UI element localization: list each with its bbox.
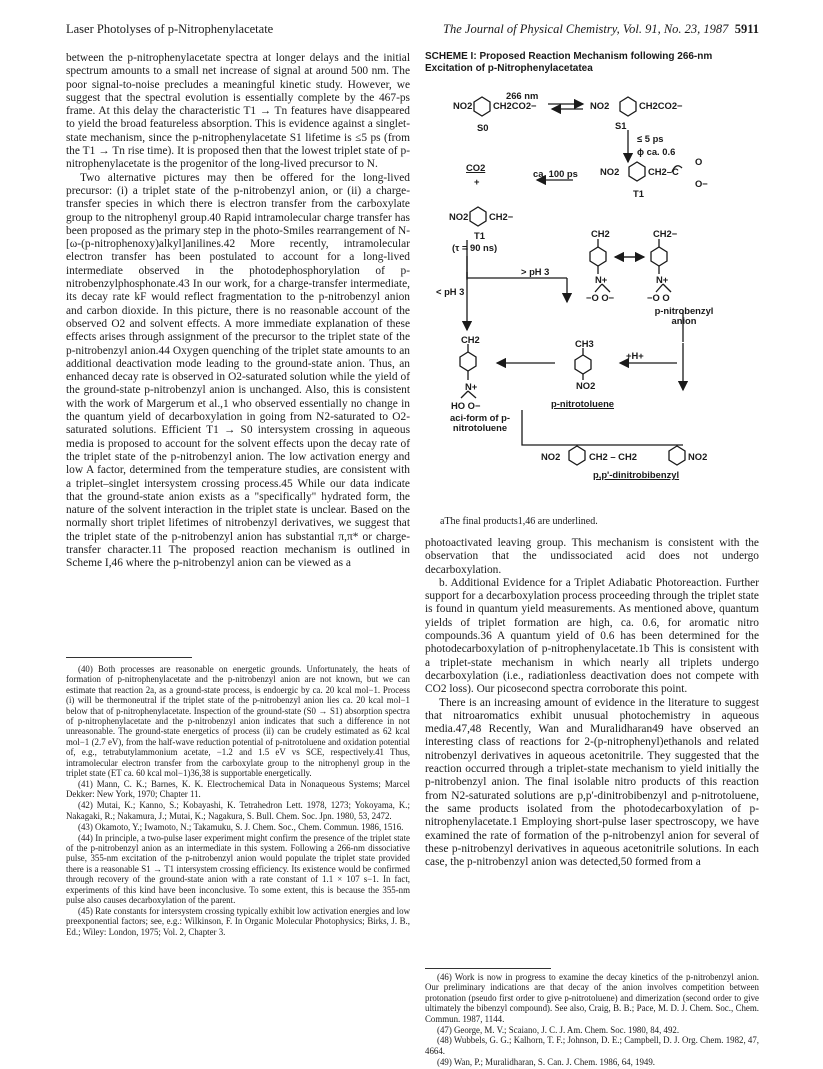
- label-no2-t1-left: NO2: [449, 211, 469, 222]
- footnote-45: (45) Rate constants for intersystem crossing typically exhibit low activation energies and low preexponential factors; see, e.g.: Wilkinson, F. In Organic Molecular Photophysics; Birks, J. B., Ed.; Wiley: London, 1975; Vol. 2, Chapter 3.: [66, 905, 410, 937]
- label-nplus-1: N+: [595, 274, 608, 285]
- label-co2: CO2: [466, 162, 486, 173]
- page-number: 5911: [734, 22, 759, 36]
- benzene-ring-t1-right: [629, 162, 645, 181]
- footnote-rule-right: [425, 968, 551, 969]
- footnote-42: (42) Mutai, K.; Kanno, S.; Kobayashi, K. Tetrahedron Lett. 1978, 1273; Yokoyama, K.; Nakagaki, R.; Nakamura, J.; Mutai, K.; Nagakura, S. Bull. Chem. Soc. Jpn. 1980, 53, 2472.: [66, 800, 410, 821]
- right-paragraph-3: There is an increasing amount of evidence in the literature to suggest that nitroaromatics exhibit unusual photochemistry in aqueous media.47,48 Recently, Wan and Muralidharan49 have observed an interesting class of reactions for 2-(p-nitrophenyl)ethanols and related nitrobenzyl derivatives in aqueous acetonitrile. They suggested that the reaction occurred through a triplet-state mechanism to yield initially the p-nitrobenzyl anion. The final isolable nitro products of this reaction from N2-saturated solutions are p,p'-dinitrobibenzyl and p-nitrotoluene, the same products isolated from the photodecarboxylation of p-nitrophenylacetate.1 Employing short-pulse laser spectroscopy, we have examined the rate of formation of the p-nitrobenzyl anion for several of these p-nitrobenzyl derivatives in aqueous acetonitrile solutions. In each case, the p-nitrobenzyl anion was detected,50 formed from a: [425, 696, 759, 869]
- left-paragraph-1: between the p-nitrophenylacetate spectra at longer delays and the initial spectrum amounts to a small net increase of signal at around 500 nm. The poor signal-to-noise precludes a meaningful kinetic study. However, we suggest that the spectral evolution is essentially complete by the 467-ps frame. At this delay the characteristic T1 → Tn features have disappeared to yield the broad featureless absorption. This is evidence against a singlet-state mechanism, since the p-nitrophenylacetate S1 lifetime is ≤5 ps (from the T1 → Tn rise time). It is proposed then that the lowest triplet state of p-nitrophenylacetate is the progenitor of the long-lived precursor to N.: [66, 52, 410, 171]
- label-s0: S0: [477, 122, 489, 133]
- label-o-bottom: O−: [695, 178, 708, 189]
- right-column: [425, 537, 759, 869]
- label-dinitrobibenzyl: p,p'-dinitrobibenzyl: [593, 469, 680, 480]
- footnote-48: (48) Wubbels, G. G.; Kalhorn, T. F.; Johnson, D. E.; Campbell, D. J. Org. Chem. 1982, 47, 4664.: [425, 1035, 759, 1056]
- label-t1-left: T1: [474, 230, 485, 241]
- right-paragraph-1: photoactivated leaving group. This mechanism is consistent with the observation that the undissociated acid does not undergo decarboxylation.: [425, 537, 759, 576]
- benzene-ring-s0: [474, 97, 490, 116]
- left-footnotes: [66, 664, 410, 938]
- label-ch2co2-s0: CH2CO2−: [493, 100, 537, 111]
- scheme-title: SCHEME I: Proposed Reaction Mechanism following 266-nm Excitation of p-Nitrophenylacetatea: [425, 51, 713, 74]
- label-no2-s1: NO2: [590, 100, 610, 111]
- label-no2-toluene: NO2: [576, 380, 596, 391]
- right-paragraph-2: b. Additional Evidence for a Triplet Adiabatic Photoreaction. Further support for a decarboxylation process proceeding through the triplet state is found in quantum yield measurements. As mentioned above, quantum yields of triplet formation are high, ca. 0.6, for aromatic nitro compounds.36 A quantum yield of 0.6 has been determined for the photodecarboxylation of p-nitrophenylacetate.1b This is consistent with a triplet-state mechanism in which nearly all triplets undergo decarboxylation (i.e., radiationless deactivation does not compete with CO2 loss). Our picosecond spectra corroborate this point.: [425, 576, 759, 696]
- dimer-ring-right: [669, 446, 685, 465]
- label-dimer-no2-left: NO2: [541, 451, 561, 462]
- reaction-scheme: [425, 80, 759, 500]
- label-le5ps: ≤ 5 ps: [637, 133, 664, 144]
- label-o-o-1: −O O−: [586, 292, 615, 303]
- label-ch3: CH3: [575, 338, 594, 349]
- label-nplus-aci: N+: [465, 381, 478, 392]
- label-t1-right: T1: [633, 188, 644, 199]
- footnote-43: (43) Okamoto, Y.; Iwamoto, N.; Takamuku, S. J. Chem. Soc., Chem. Commun. 1986, 1516.: [78, 821, 404, 832]
- footnote-46: (46) Work is now in progress to examine the decay kinetics of the p-nitrobenzyl anion. Our preliminary indications are that decay of the anion involves competition between protonation (pseudo first order to give p-nitrotoluene) and dimerization (second order to give ultimately the bibenzyl compound). See also, Craig, B. B.; Pace, M. D. J. Chem. Soc., Chem. Commun. 1987, 1144.: [425, 972, 759, 1024]
- right-footnotes: [425, 972, 759, 1068]
- label-gt-ph3: > pH 3: [521, 266, 550, 277]
- dimer-ring-left: [569, 446, 585, 465]
- benzene-ring-t1-left: [470, 207, 486, 226]
- anion-ring-1: [590, 247, 606, 266]
- label-ch2minus: CH2−: [489, 211, 514, 222]
- label-p-nitrotoluene: p-nitrotoluene: [551, 398, 615, 409]
- anion-ring-2: [651, 247, 667, 266]
- journal-citation: The Journal of Physical Chemistry, Vol. 91, No. 23, 1987: [443, 22, 729, 36]
- footnote-49: (49) Wan, P.; Muralidharan, S. Can. J. Chem. 1986, 64, 1949.: [437, 1056, 656, 1067]
- label-tau: (τ = 90 ns): [452, 242, 498, 253]
- footnote-47: (47) George, M. V.; Scaiano, J. C. J. Am. Chem. Soc. 1980, 84, 492.: [437, 1024, 680, 1035]
- label-no2-s0: NO2: [453, 100, 473, 111]
- label-o-top: O: [695, 156, 703, 167]
- scheme-drawing: [425, 80, 759, 500]
- footnote-rule-left: [66, 657, 192, 658]
- label-ca100ps: ca. 100 ps: [533, 168, 578, 179]
- label-ch2c: CH2–C: [648, 166, 679, 177]
- branch-line: [467, 272, 567, 278]
- footnote-41: (41) Mann, C. K.; Barnes, K. K. Electrochemical Data in Nonaqueous Systems; Marcel Dekker: New York, 1970; Chapter 11.: [66, 778, 410, 800]
- label-lt-ph3: < pH 3: [436, 286, 465, 297]
- label-pnb-anion: p-nitrobenzyl anion: [654, 305, 714, 326]
- label-dimer-ch2ch2: CH2 – CH2: [589, 451, 637, 462]
- footnote-44: (44) In principle, a two-pulse laser experiment might confirm the presence of the triplet state of the p-nitrobenzyl anion as an intermediate in this system. Following a 266-nm dissociative pulse, 355-nm excitation of the p-nitrobenzyl anion would populate the triplet state provided there is a reasonable S1 → T1 intersystem crossing efficiency. Its existence would be confirmed through recovery of the ground-state anion with a rate constant of 1.1 × 107 s−1. In fact, experiments of this kind have been inconclusive. To some extent, this is because the 355-nm pulse also causes decarboxylation of the parent.: [66, 832, 410, 905]
- footnote-40: (40) Both processes are reasonable on energetic grounds. Unfortunately, the heats of formation of p-nitrophenylacetate and the p-nitrobenzyl anion are not known, but we can estimate that reaction 2a, as a ground-state process, is endoergic by ca. 20 kcal mol−1. Process (i) will be thermoneutral if the triplet state of the p-nitrobenzyl anion lies ca. 20 kcal mol−1 below that of p-nitrophenylacetate. Inspection of the ground-state (S0 → S1) absorption spectra of p-nitrophenylacetate and the p-nitrobenzyl anion indicates that such a difference in not unreasonable. The ground-state energetics of process (ii) can be crudely estimated as 62 kcal mol−1 (2.7 eV), from the half-wave reduction potential of p-nitrotoluene and oxidation potential of, e.g., tetrabutylammonium acetate, −1.2 and 1.5 eV vs SCE, respectively.41 Thus, intramolecular electron transfer from the carboxylate group to the nitrophenyl group in the triplet state (ET ca. 60 kcal mol−1)36,38 is supportable energetically.: [66, 664, 410, 779]
- benzene-ring-s1: [620, 97, 636, 116]
- label-266nm: 266 nm: [506, 90, 539, 101]
- label-hplus: +H+: [626, 350, 644, 361]
- label-ch2m-anion: CH2−: [653, 228, 678, 239]
- label-ch2-aci: CH2: [461, 334, 480, 345]
- aci-ring: [460, 352, 476, 371]
- label-plus: +: [474, 176, 480, 187]
- label-ch2-anion: CH2: [591, 228, 610, 239]
- scheme-footnote: aThe final products1,46 are underlined.: [440, 516, 598, 527]
- left-paragraph-2: Two alternative pictures may then be offered for the long-lived precursor: (i) a triplet state of the p-nitrobenzyl anion, or (ii) a charge-transfer species in which there is electron transfer from the carboxylate group to the nitrophenyl group.40 Rapid intramolecular charge transfer has been proposed as the primary step in the photo-Smiles rearrangement of N-[ω-(p-nitrophenoxy)alkyl]anilines.42 More recently, intramolecular electron transfer has been postulated to account for a long-lived intermediate observed in the photodephosphorylation of p-nitrobenzylphosphonate.43 In our work, for a charge-transfer intermediate, its decay rate kF would reflect fragmentation to the p-nitrobenzyl anion and carbon dioxide. In this picture, there is no reasonable account of the observed O2 and solvent effects. A more immediate explanation of these effects arises through assignment of the precursor to the triplet state of the p-nitrobenzyl anion.44 Oxygen quenching of the triplet state amounts to an additional deactivation mode leading to the ground-state anion. Thus, an enhanced decay rate is observed in O2-saturated solution while the yield of the ground-state p-nitrobenzyl anion is unchanged. Also, this is consistent with the work of Margerum et al.,1 who observed essentially no change in the quantum yield of decarboxylation in going from N2-saturated to O2-saturated solutions. Efficient T1 → S0 intersystem crossing in aqueous media is proposed to account for the solvent effects upon the decay rate of the triplet state of the p-nitrobenzyl anion. The low activation energy and low A factor, determined from the temperature studies, are consistent with a triplet–singlet intersystem crossing process.45 While our data indicate that the ground-state anion exists as a "specifically" hydrated form, the nature of the solvent interaction in the triplet state is unclear. Based on the normally short triplet lifetimes of nitrobenzyl derivatives, we suggest that the triplet state of the p-nitrobenzyl anion has substantial π,π* or charge-transfer character.11 The proposed reaction mechanism is outlined in Scheme I,46 where the p-nitrobenzyl anion can be viewed as a: [66, 171, 410, 570]
- label-aci-form: aci-form of p-nitrotoluene: [450, 412, 510, 433]
- dimer-connector: [522, 410, 683, 445]
- label-s1: S1: [615, 120, 627, 131]
- running-header-left: Laser Photolyses of p-Nitrophenylacetate: [66, 22, 274, 36]
- label-nplus-2: N+: [656, 274, 669, 285]
- label-no2-t1-right: NO2: [600, 166, 620, 177]
- label-phi: ϕ ca. 0.6: [637, 146, 676, 157]
- label-ho-o: HO O−: [451, 400, 481, 411]
- left-column: [66, 52, 410, 571]
- label-dimer-no2-right: NO2: [688, 451, 708, 462]
- label-ch2co2-s1: CH2CO2−: [639, 100, 683, 111]
- nitrotoluene-ring: [575, 355, 591, 374]
- running-header-right: [443, 22, 759, 37]
- label-o-o-2: −O O: [647, 292, 670, 303]
